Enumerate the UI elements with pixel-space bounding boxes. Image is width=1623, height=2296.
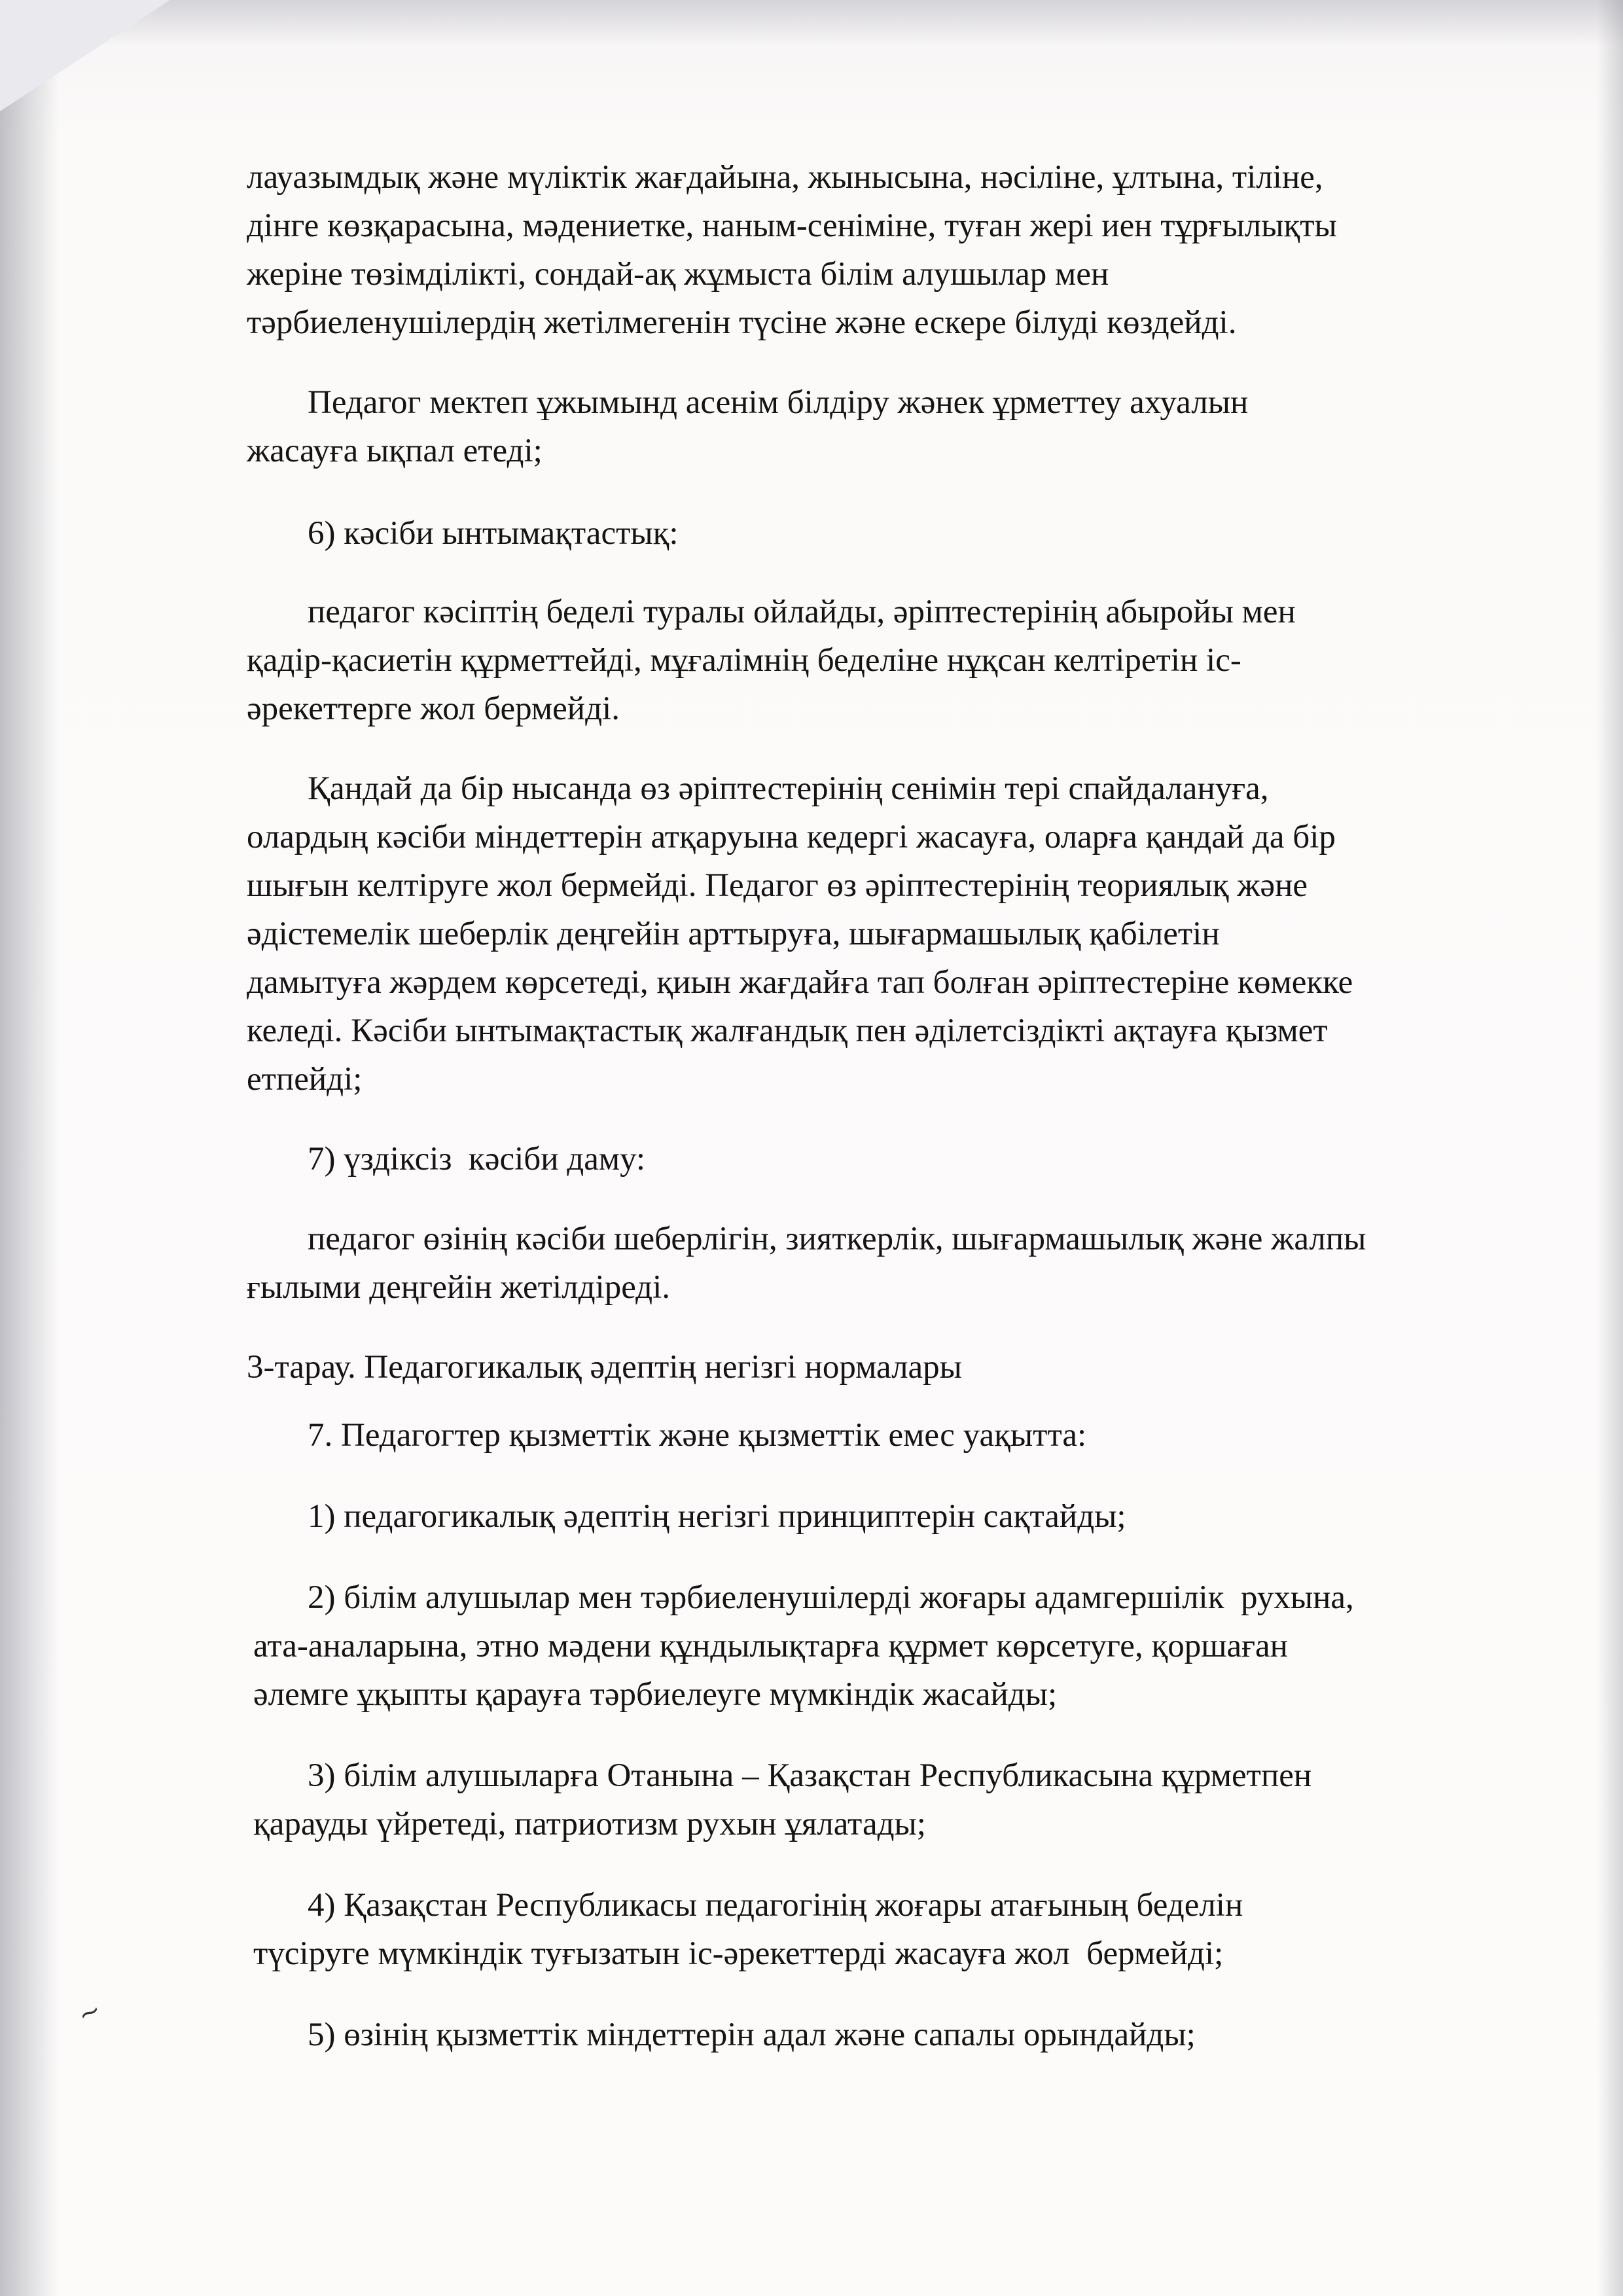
text-line: қадір-қасиетін құрметтейді, мұғалімнің беделіне нұқсан келтіретін іс- (247, 642, 1241, 679)
text-line: Педагог мектеп ұжымынд асенім білдіру жәнек ұрметтеу ахуалын (308, 384, 1249, 421)
text-line: Қандай да бір нысанда өз әріптестерінің сенімін тері спайдалануға, (308, 770, 1269, 807)
text-line: әлемге ұқыпты қарауға тәрбиелеуге мүмкіндік жасайды; (253, 1676, 1058, 1713)
text-line: лауазымдық және мүліктік жағдайына, жынысына, нәсіліне, ұлтына, тіліне, (247, 159, 1323, 196)
text-line: олардың кәсіби міндеттерін атқаруына кедергі жасауға, оларға қандай да бір (247, 819, 1336, 855)
text-line: 6) кәсіби ынтымақтастық: (308, 515, 679, 552)
text-line: келеді. Кәсіби ынтымақтастық жалғандық пен әділетсіздікті ақтауға қызмет (247, 1013, 1328, 1049)
text-line: дінге көзқарасына, мәдениетке, наным-сеніміне, туған жері иен тұрғылықты (247, 207, 1337, 244)
text-line: 7) үздіксіз кәсіби даму: (308, 1141, 646, 1177)
text-line: ғылыми деңгейін жетілдіреді. (247, 1269, 671, 1306)
text-line: 5) өзінің қызметтік міндеттерін адал және сапалы орындайды; (308, 2017, 1196, 2053)
text-line: етпейді; (247, 1061, 363, 1098)
text-line: қарауды үйретеді, патриотизм рухын ұялатады; (253, 1806, 926, 1842)
text-line: 4) Қазақстан Республикасы педагогінің жоғары атағының беделін (308, 1887, 1243, 1924)
text-line: әрекеттерге жол бермейді. (247, 691, 620, 727)
text-line: түсіруге мүмкіндік туғызатын іс-әрекеттерді жасауға жол бермейді; (253, 1935, 1224, 1972)
text-line: жасауға ықпал етеді; (247, 433, 543, 469)
section-heading: 3-тарау. Педагогикалық әдептің негізгі нормалары (247, 1349, 962, 1386)
text-line: әдістемелік шеберлік деңгейін арттыруға, шығармашылық қабілетін (247, 916, 1220, 952)
text-line: педагог өзінің кәсіби шеберлігін, зияткерлік, шығармашылық және жалпы (308, 1221, 1366, 1257)
text-line: педагог кәсіптің беделі туралы ойлайды, әріптестерінің абыройы мен (308, 594, 1296, 630)
text-line: 7. Педагогтер қызметтік және қызметтік емес уақытта: (308, 1417, 1087, 1454)
text-line: жеріне төзімділікті, сондай-ақ жұмыста білім алушылар мен (247, 256, 1109, 293)
pen-mark: ~ (73, 1994, 106, 2031)
text-line: 2) білім алушылар мен тәрбиеленушілерді жоғары адамгершілік рухына, (308, 1579, 1354, 1616)
text-line: шығын келтіруге жол бермейді. Педагог өз әріптестерінің теориялық және (247, 867, 1308, 904)
text-line: тәрбиеленушілердің жетілмегенін түсіне және ескере білуді көздейді. (247, 304, 1237, 341)
text-line: 1) педагогикалық әдептің негізгі принциптерін сақтайды; (308, 1498, 1126, 1535)
text-line: 3) білім алушыларға Отанына – Қазақстан Республикасына құрметпен (308, 1757, 1312, 1794)
text-line: ата-аналарына, этно мәдени құндылықтарға құрмет көрсетуге, қоршаған (253, 1628, 1288, 1664)
text-line: дамытуға жәрдем көрсетеді, қиын жағдайға тап болған әріптестеріне көмекке (247, 964, 1353, 1001)
